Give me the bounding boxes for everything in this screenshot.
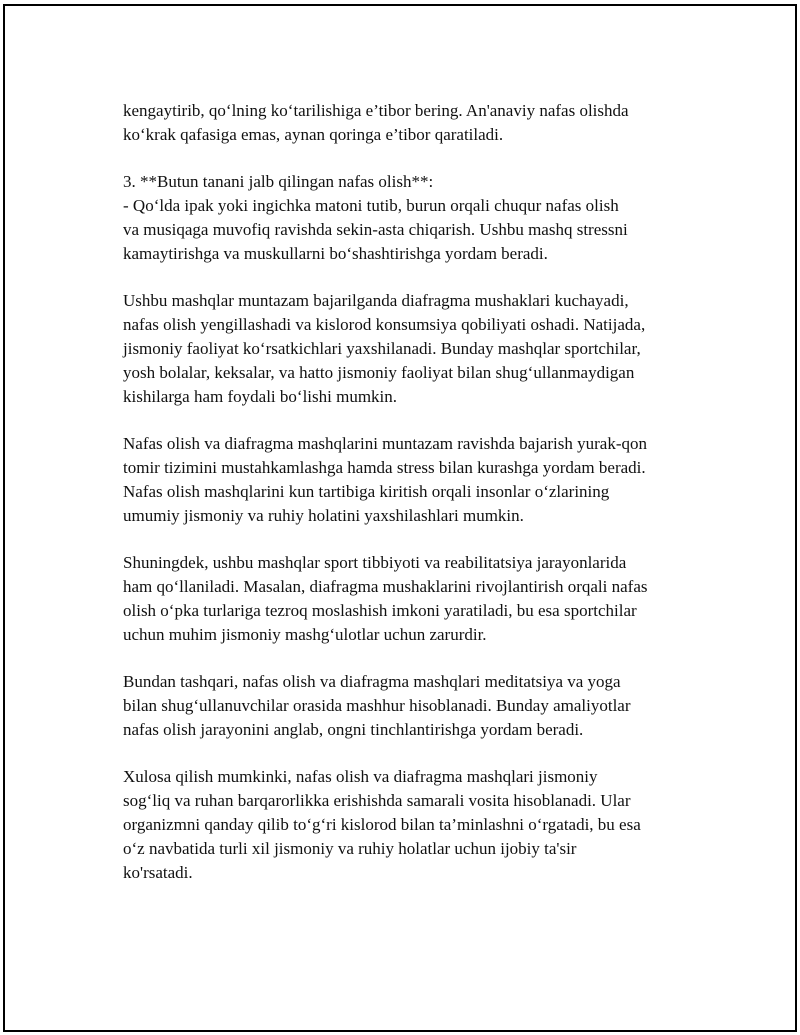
paragraph-4: Nafas olish va diafragma mashqlarini muntazam ravishda bajarish yurak-qon tomir tizimini mustahkamlashga hamda stress bilan kurashga yordam beradi. Nafas olish mashqlarini kun tartibiga kiritish orqali insonlar o‘zlarining umumiy jismoniy va ruhiy holatini yaxshilashlari mumkin.: [123, 434, 647, 525]
document-body: [123, 99, 703, 908]
paragraph-7: Xulosa qilish mumkinki, nafas olish va diafragma mashqlari jismoniy sog‘liq va ruhan barqarorlikka erishishda samarali vosita hisoblanadi. Ular organizmni qanday qilib to‘g‘ri kislorod bilan ta’minlashni o‘rgatadi, bu esa o‘z navbatida turli xil jismoniy va ruhiy holatlar uchun ijobiy ta'sir ko'rsatadi.: [123, 767, 641, 882]
paragraph-3: Ushbu mashqlar muntazam bajarilganda diafragma mushaklari kuchayadi, nafas olish yengillashadi va kislorod konsumsiya qobiliyati oshadi. Natijada, jismoniy faoliyat ko‘rsatkichlari yaxshilanadi. Bunday mashqlar sportchilar, yosh bolalar, keksalar, va hatto jismoniy faoliyat bilan shug‘ullanmaydigan kishilarga ham foydali bo‘lishi mumkin.: [123, 291, 646, 406]
paragraph-5: Shuningdek, ushbu mashqlar sport tibbiyoti va reabilitatsiya jarayonlarida ham qo‘llaniladi. Masalan, diafragma mushaklarini rivojlantirish orqali nafas olish o‘pka turlariga tezroq moslashish imkoni yaratiladi, bu esa sportchilar uchun muhim jismoniy mashg‘ulotlar uchun zarurdir.: [123, 553, 648, 644]
paragraph-6: Bundan tashqari, nafas olish va diafragma mashqlari meditatsiya va yoga bilan shug‘ullanuvchilar orasida mashhur hisoblanadi. Bunday amaliyotlar nafas olish jarayonini anglab, ongni tinchlantirishga yordam beradi.: [123, 672, 631, 739]
paragraph-1: kengaytirib, qo‘lning ko‘tarilishiga e’tibor bering. An'anaviy nafas olishda ko‘krak qafasiga emas, aynan qoringa e’tibor qaratiladi.: [123, 101, 629, 144]
paragraph-2: 3. **Butun tanani jalb qilingan nafas olish**: - Qo‘lda ipak yoki ingichka matoni tutib, burun orqali chuqur nafas olish va musiqaga muvofiq ravishda sekin-asta chiqarish. Ushbu mashq stressni kamaytirishga va muskullarni bo‘shashtirishga yordam beradi.: [123, 172, 628, 263]
page-frame: [3, 4, 797, 1032]
